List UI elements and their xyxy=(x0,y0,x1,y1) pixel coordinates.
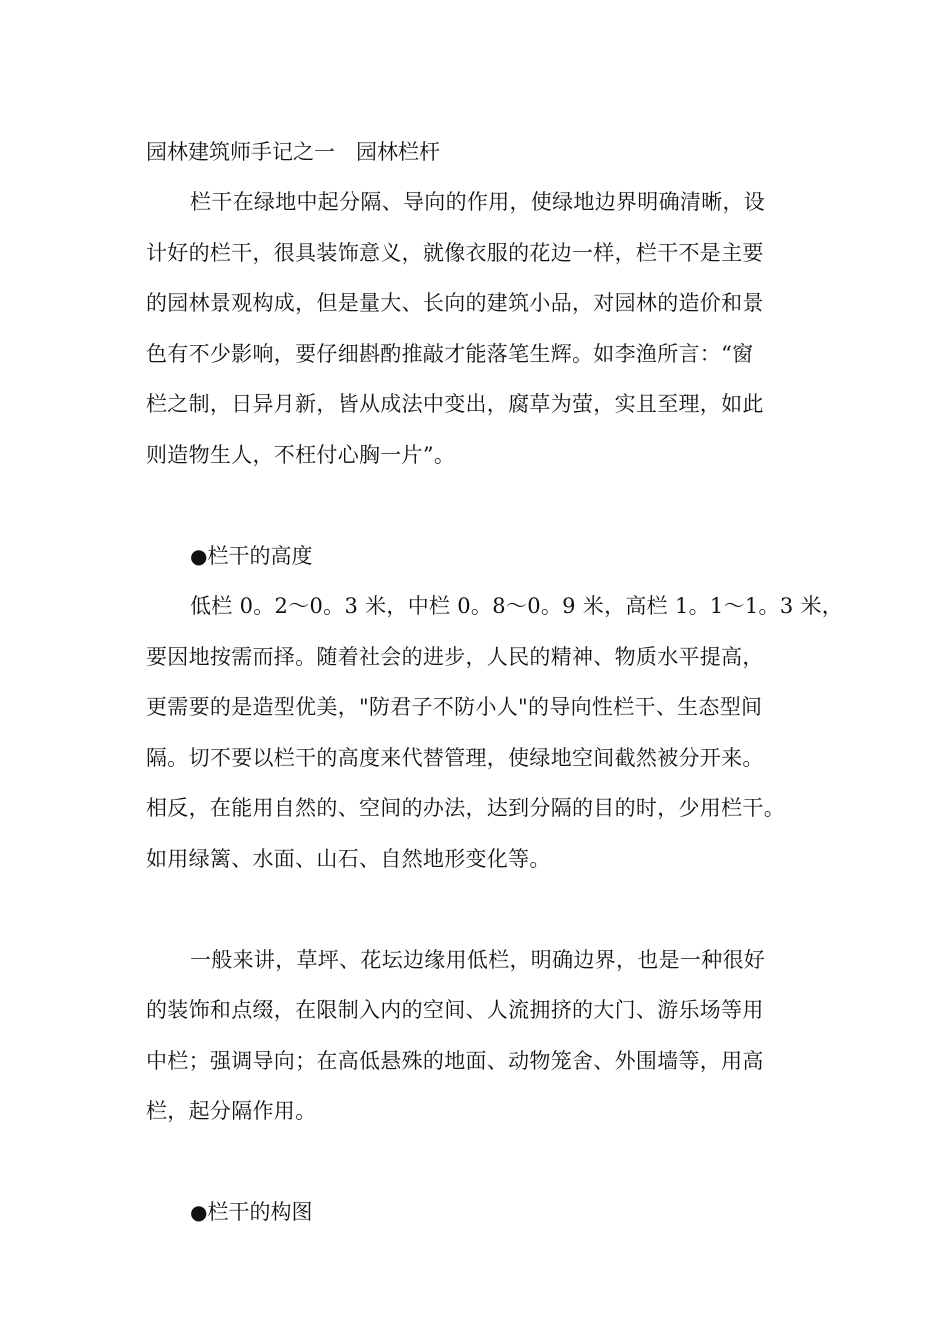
text-line: 要因地按需而择。随着社会的进步，人民的精神、物质水平提高， xyxy=(146,644,764,669)
text-line: 低栏 0。2～0。3 米，中栏 0。8～0。9 米，高栏 1。1～1。3 米， xyxy=(190,594,844,618)
text-line: 更需要的是造型优美，"防君子不防小人"的导向性栏干、生态型间 xyxy=(146,695,763,719)
document-title: 园林建筑师手记之一 园林栏杆 xyxy=(146,140,440,164)
blank-line xyxy=(146,884,826,935)
text-line: 的园林景观构成，但是量大、长向的建筑小品，对园林的造价和景 xyxy=(146,291,764,315)
text-line: 相反，在能用自然的、空间的办法，达到分隔的目的时，少用栏干。 xyxy=(146,796,785,820)
section-heading-composition xyxy=(146,1187,826,1238)
bullet-icon: ● xyxy=(190,543,208,568)
text-line: 计好的栏干，很具装饰意义，就像衣服的花边一样，栏干不是主要 xyxy=(146,240,764,265)
text-line: 栏干在绿地中起分隔、导向的作用，使绿地边界明确清晰，设 xyxy=(190,190,766,214)
section-heading-text: 栏干的高度 xyxy=(207,543,313,568)
blank-line xyxy=(146,480,826,531)
text-line: 的装饰和点缀，在限制入内的空间、人流拥挤的大门、游乐场等用 xyxy=(146,998,764,1022)
text-line: 如用绿篱、水面、山石、自然地形变化等。 xyxy=(146,846,551,871)
usage-paragraph xyxy=(146,935,826,1137)
section-heading-height xyxy=(146,531,826,582)
text-line: 栏，起分隔作用。 xyxy=(146,1099,317,1123)
text-line: 隔。切不要以栏干的高度来代替管理，使绿地空间截然被分开来。 xyxy=(146,745,764,770)
intro-paragraph xyxy=(146,177,826,480)
bullet-icon: ● xyxy=(190,1200,208,1224)
section-heading-text: 栏干的构图 xyxy=(207,1200,313,1224)
document-body xyxy=(146,128,844,1238)
blank-line xyxy=(146,1137,826,1188)
text-line: 一般来讲，草坪、花坛边缘用低栏，明确边界，也是一种很好 xyxy=(190,947,766,972)
text-line: 中栏；强调导向；在高低悬殊的地面、动物笼舍、外围墙等，用高 xyxy=(146,1048,764,1073)
text-line: 栏之制，日异月新，皆从成法中变出，腐草为萤，实且至理，如此 xyxy=(146,392,764,416)
text-line: 则造物生人，不枉付心胸一片”。 xyxy=(146,442,456,467)
height-paragraph xyxy=(146,581,844,884)
text-line: 色有不少影响，要仔细斟酌推敲才能落笔生辉。如李渔所言：“窗 xyxy=(146,341,754,366)
